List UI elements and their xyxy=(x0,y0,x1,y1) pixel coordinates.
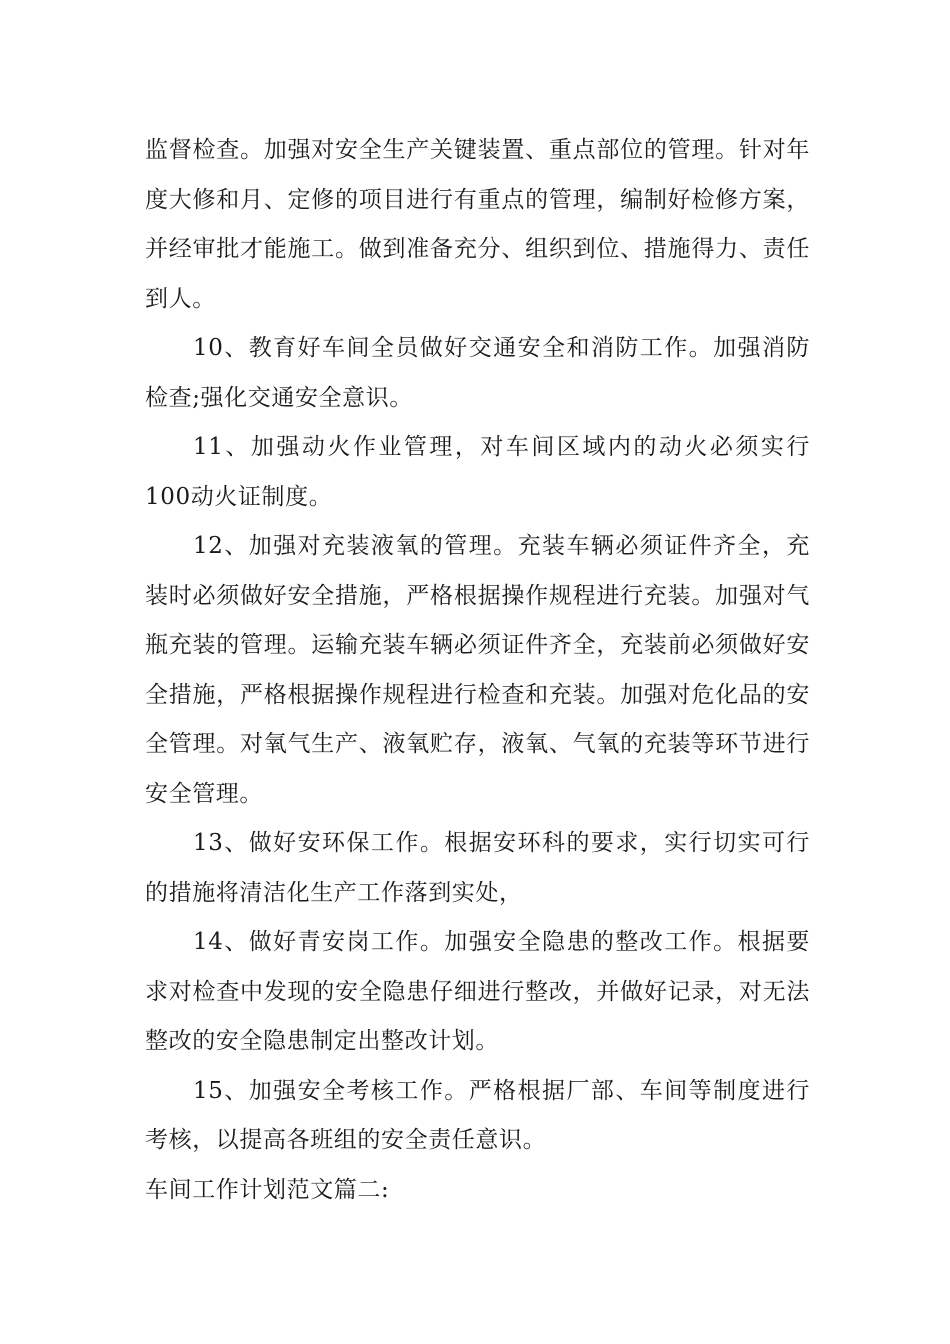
paragraph-item-13: 13、做好安环保工作。根据安环科的要求，实行切实可行的措施将清洁化生产工作落到实处， xyxy=(145,830,810,906)
paragraph-continuation: 监督检查。加强对安全生产关键装置、重点部位的管理。针对年度大修和月、定修的项目进行有重点的管理，编制好检修方案，并经审批才能施工。做到准备充分、组织到位、措施得力、责任到人。 xyxy=(145,137,810,312)
document-body xyxy=(145,126,810,1215)
paragraph-item-11: 11、加强动火作业管理，对车间区域内的动火必须实行100动火证制度。 xyxy=(145,434,810,510)
paragraph-item-15: 15、加强安全考核工作。严格根据厂部、车间等制度进行考核，以提高各班组的安全责任意识。 xyxy=(145,1077,810,1153)
section-heading: 车间工作计划范文篇二: xyxy=(145,1176,390,1203)
paragraph-item-14: 14、做好青安岗工作。加强安全隐患的整改工作。根据要求对检查中发现的安全隐患仔细进行整改，并做好记录，对无法整改的安全隐患制定出整改计划。 xyxy=(145,929,810,1054)
paragraph-item-12: 12、加强对充装液氧的管理。充装车辆必须证件齐全，充装时必须做好安全措施，严格根据操作规程进行充装。加强对气瓶充装的管理。运输充装车辆必须证件齐全，充装前必须做好安全措施，严格根据操作规程进行检查和充装。加强对危化品的安全管理。对氧气生产、液氧贮存，液氧、气氧的充装等环节进行安全管理。 xyxy=(145,533,810,807)
paragraph-item-10: 10、教育好车间全员做好交通安全和消防工作。加强消防检查;强化交通安全意识。 xyxy=(145,335,810,411)
